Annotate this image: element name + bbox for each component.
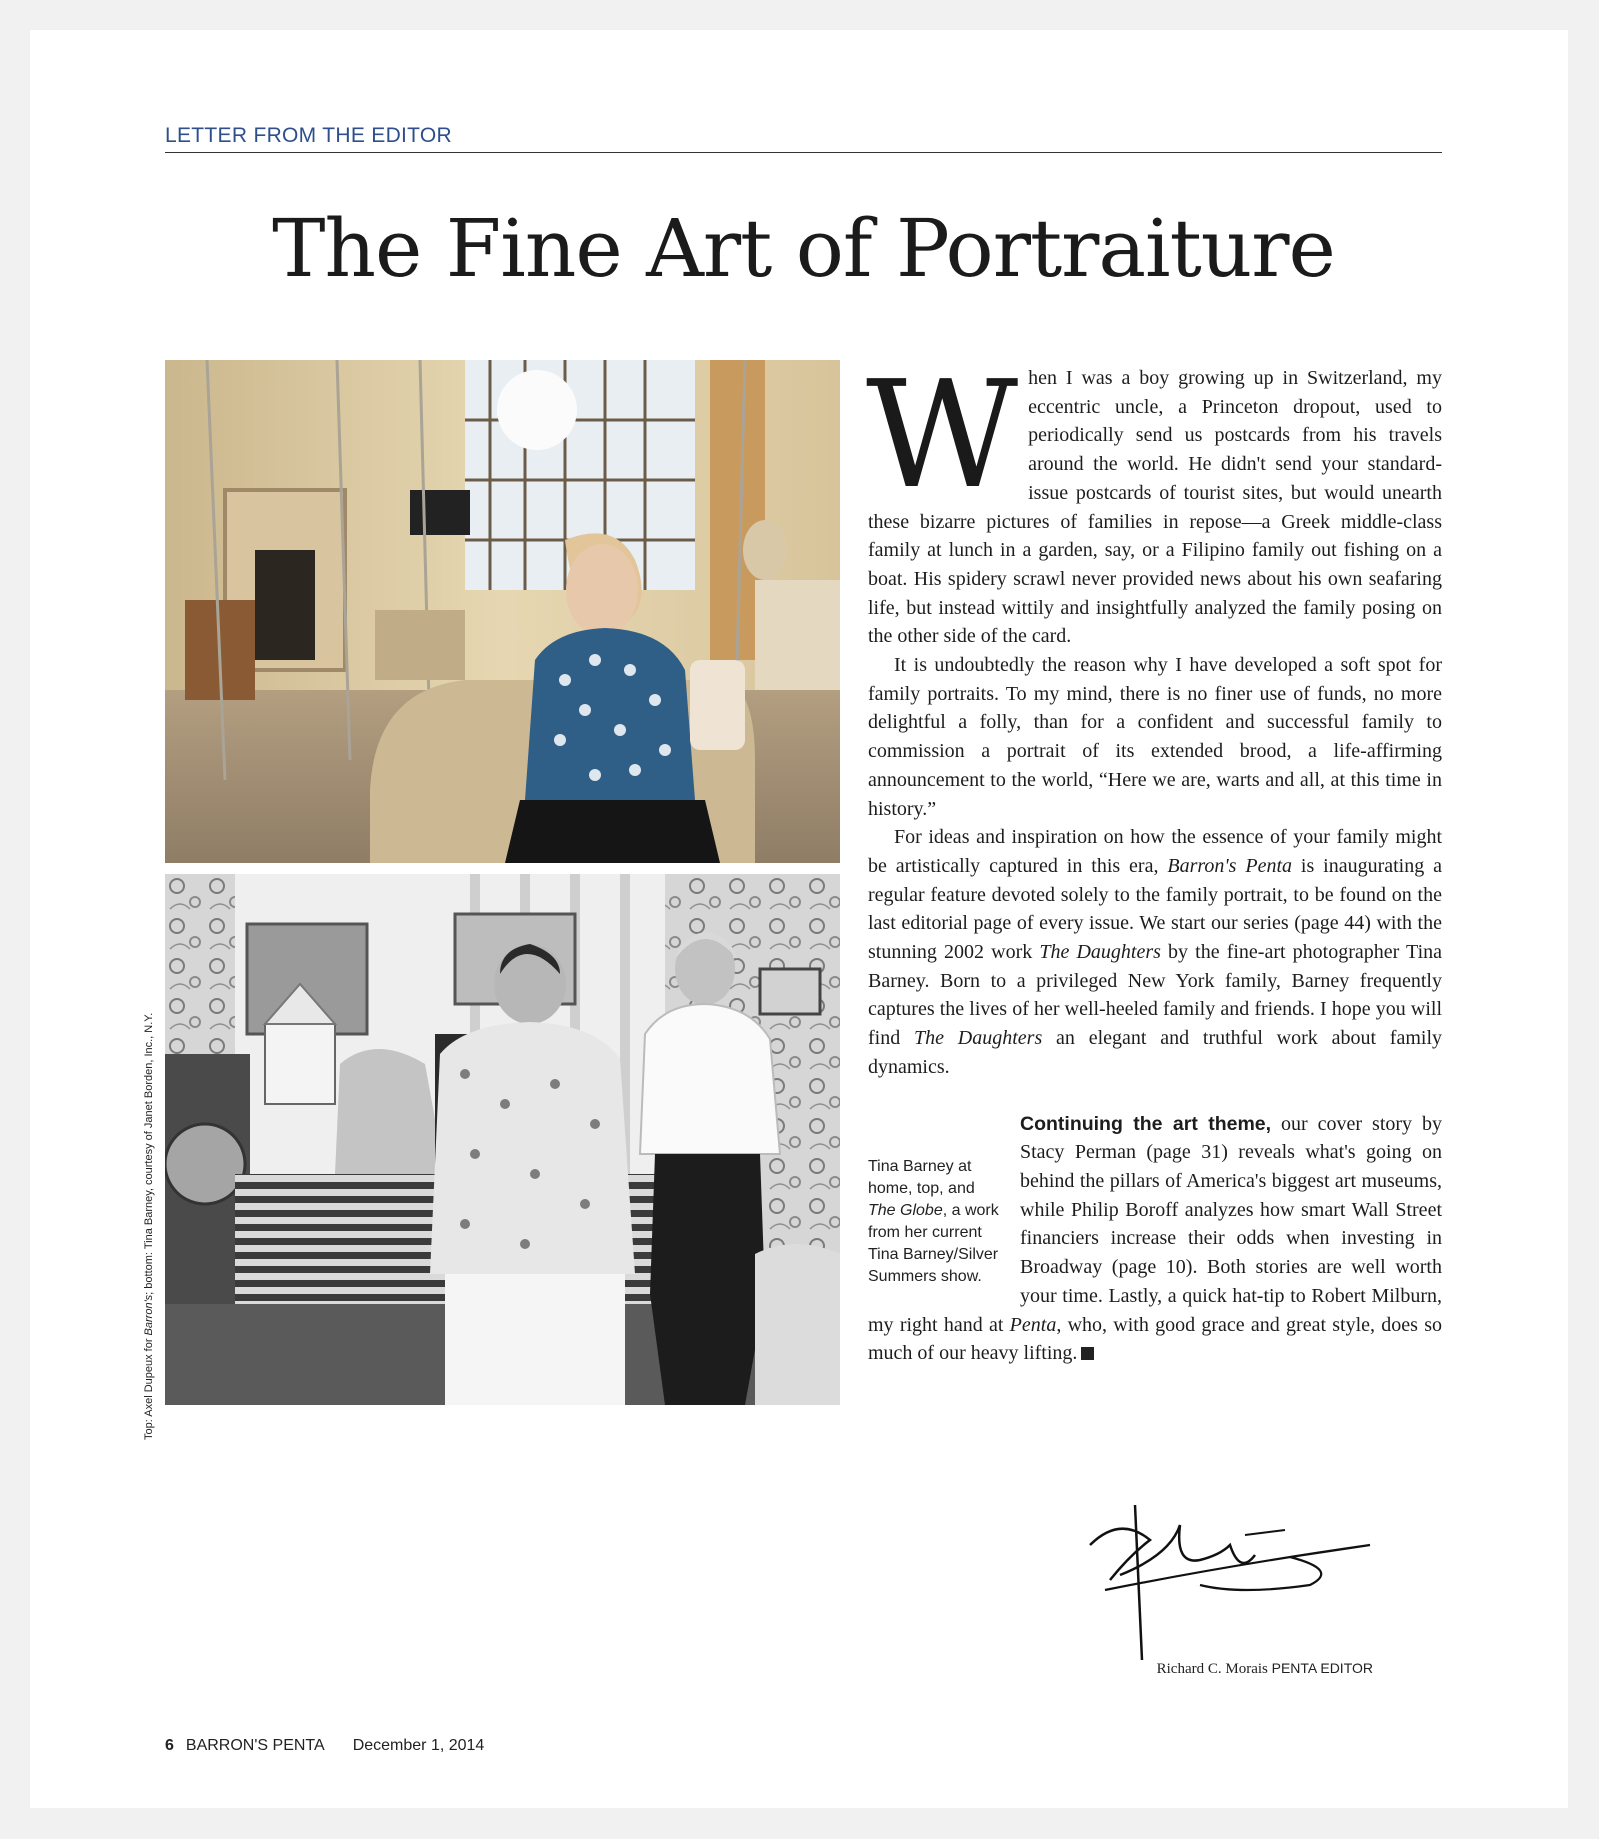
paragraph-2: It is undoubtedly the reason why I have developed a soft spot for family portraits. To my mind, there is no finer use of funds, no more delightful a folly, than for a confident and successful family to commission a portrait of its extended brood, a life-affirming announcement to the world, “Here we are, warts and all, at this time in history.” [868, 654, 1442, 820]
headline: The Fine Art of Portraiture [272, 202, 1335, 295]
signature-caption [1080, 1660, 1373, 1678]
section-label: LETTER FROM THE EDITOR [165, 124, 1442, 153]
photo-top-living-room-portrait [165, 360, 840, 863]
photo-credit: Top: Axel Dupeux for Barron's; bottom: Tina Barney, courtesy of Janet Borden, Inc., N.Y. [143, 1012, 155, 1440]
end-mark [1081, 1347, 1094, 1360]
photo-bottom-the-globe [165, 874, 840, 1405]
issue-date: December 1, 2014 [352, 1737, 485, 1754]
page-footer [165, 1737, 484, 1755]
editor-title: PENTA EDITOR [1271, 1660, 1373, 1676]
page-number: 6 [165, 1737, 174, 1754]
drop-cap: W [866, 349, 1019, 521]
magazine-page [30, 30, 1568, 1808]
lead-in: Continuing the art theme, [1020, 1112, 1272, 1135]
paragraph-1: When I was a boy growing up in Switzerland, my eccentric uncle, a Princeton dropout, used to periodically send us postcards from his travels around the world. He didn't send your standard-issue postcards of tourist sites, but would unearth these bizarre pictures of families in repose—a Greek middle-class family at lunch in a garden, say, or a Filipino family out fishing on a boat. His spidery scrawl never provided news about his own seafaring life, but instead wittily and insightfully analyzed the family posing on the other side of the card. [866, 349, 1442, 648]
publication-name: BARRON'S PENTA [185, 1737, 325, 1754]
paragraph-3: For ideas and inspiration on how the essence of your family might be artistically captured in this era, Barron's Penta is inaugurating a regular feature devoted solely to the family portrait, to be found on the last editorial page of every issue. We start our series (page 44) with the stunning 2002 work The Daughters by the fine-art photographer Tina Barney. Born to a privileged New York family, Barney frequently captures the lives of her well-heeled family and friends. I hope you will find The Daughters an elegant and truthful work about family dynamics. [868, 826, 1443, 1078]
photo-caption: Tina Barney at home, top, and The Globe, a work from her current Tina Barney/Silver Summers show. [868, 1157, 999, 1285]
paragraph-4: Tina Barney at home, top, and The Globe, a work from her current Tina Barney/Silver Summers show. Continuing the art theme, our cover story by Stacy Perman (page 31) reveals what's going on behind the pillars of America's biggest art museums, while Philip Boroff analyzes how smart Wall Street financiers increase their odds when investing in Broadway (page 10). Both stories are well worth your time. Lastly, a quick hat-tip to Robert Milburn, my right hand at Penta, who, with good grace and great style, does so much of our heavy lifting. [868, 1112, 1442, 1365]
editor-signature [1080, 1485, 1420, 1665]
editor-name: Richard C. Morais [1156, 1661, 1268, 1677]
article-body [866, 349, 1443, 1368]
